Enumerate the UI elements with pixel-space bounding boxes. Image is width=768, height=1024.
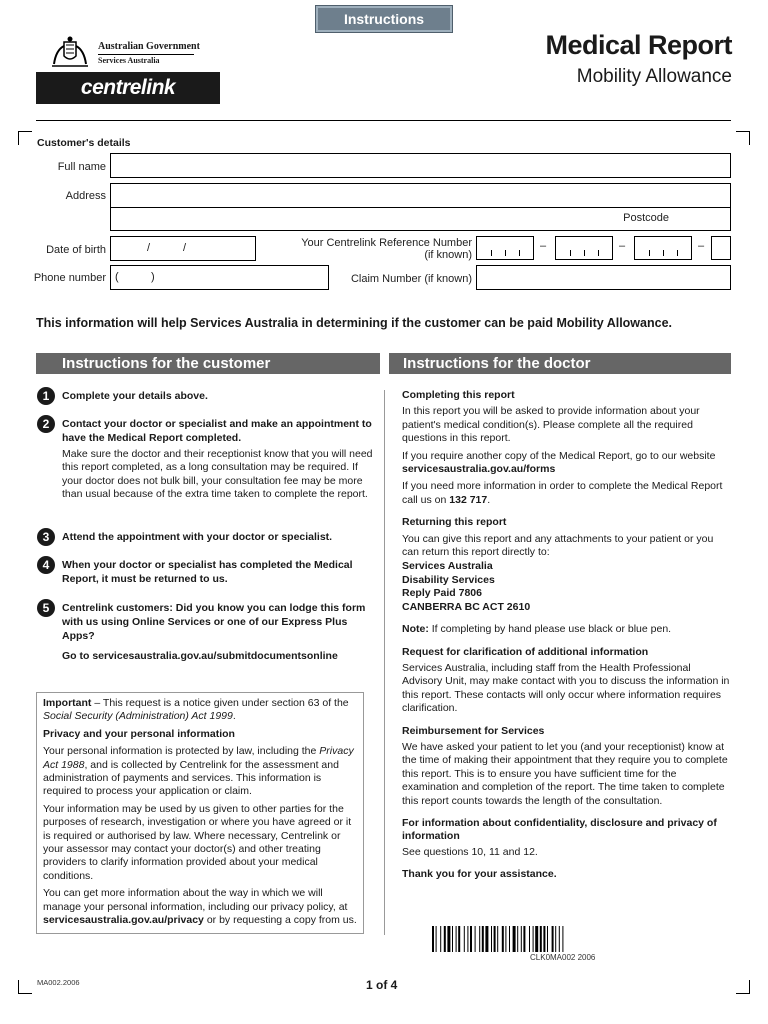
instructions-tab[interactable]: Instructions — [316, 6, 452, 32]
confidentiality-heading: For information about confidentiality, disclosure and privacy of information — [402, 816, 717, 843]
form-code: MA002.2006 — [37, 978, 80, 987]
barcode-text: CLK0MA002 2006 — [530, 953, 596, 962]
agency-name: Services Australia — [98, 56, 160, 65]
ref-dash: – — [619, 240, 626, 252]
government-name: Australian Government — [98, 41, 200, 52]
page-subtitle: Mobility Allowance — [576, 66, 732, 87]
header-divider — [36, 120, 731, 121]
gov-rule — [98, 54, 194, 55]
crop-mark — [736, 131, 750, 145]
step-number-2: 2 — [37, 415, 55, 433]
phone-number[interactable]: 132 717 — [449, 493, 488, 506]
step-1-text: Complete your details above. — [62, 390, 208, 402]
reimbursement-heading: Reimbursement for Services — [402, 724, 545, 737]
privacy-p3a: You can get more information about the way in which we will manage your personal information, including our privacy policy, at — [43, 887, 348, 913]
doctor-column — [402, 389, 732, 882]
clarification-heading: Request for clarification of additional information — [402, 645, 649, 658]
phone-label: Phone number — [33, 272, 106, 284]
postcode-label: Postcode — [623, 212, 669, 224]
privacy-p1a: Your personal information is protected by law, including the — [43, 745, 320, 758]
privacy-heading: Privacy and your personal information — [43, 727, 235, 740]
note-text: If completing by hand please use black or blue pen. — [428, 623, 672, 636]
address-field[interactable] — [110, 183, 731, 231]
privacy-p2: Your information may be used by us given to other parties for the purposes of research, investigation or where you have agreed or it is required or authorised by law. Where necessary, Centrelink or your assessor may contact your doctor(s) and other treating providers to clarify information provided about your medical conditions. — [43, 802, 352, 882]
important-lead: Important — [43, 697, 92, 709]
important-notice-box — [36, 692, 364, 934]
claim-number-label: Claim Number (if known) — [350, 273, 472, 285]
ref-number-box-3[interactable] — [634, 236, 692, 260]
privacy-p1b: , and is collected by Centrelink for the assessment and administration of payments and services. This information is required to process your application or claim. — [43, 758, 339, 798]
privacy-act-name: Privacy Act 1988 — [43, 745, 354, 771]
act-name: Social Security (Administration) Act 1999 — [43, 710, 233, 723]
dob-separator: / — [147, 242, 151, 254]
dob-separator: / — [183, 242, 187, 254]
returning-p1: You can give this report and any attachments to your patient or you can return this report directly to: — [402, 532, 714, 559]
page-title: Medical Report — [545, 30, 732, 60]
centrelink-logo: centrelink — [36, 72, 220, 104]
clarification-p: Services Australia, including staff from the Health Professional Advisory Unit, may make contact with you to discuss the information in this report. These contacts will only occur where information requires clarification. — [402, 661, 730, 715]
crop-mark — [18, 131, 32, 145]
crop-mark — [18, 980, 32, 994]
step-3-text: Attend the appointment with your doctor or specialist. — [62, 531, 333, 543]
customer-details-heading: Customer's details — [37, 137, 131, 149]
confidentiality-p: See questions 10, 11 and 12. — [402, 845, 538, 858]
completing-heading: Completing this report — [402, 389, 515, 401]
claim-number-field[interactable] — [476, 265, 731, 290]
barcode-icon — [432, 926, 702, 952]
completing-p3-end: . — [487, 493, 491, 506]
phone-paren-close: ) — [151, 271, 155, 283]
ref-number-box-4[interactable] — [711, 236, 731, 260]
step-2-text: Contact your doctor or specialist and make an appointment to have the Medical Report completed. — [62, 418, 372, 444]
ref-dash: – — [540, 240, 547, 252]
column-divider — [384, 390, 385, 935]
crop-mark — [736, 980, 750, 994]
page-number: 1 of 4 — [366, 978, 398, 992]
thanks-text: Thank you for your assistance. — [402, 868, 557, 881]
coat-of-arms-icon — [48, 36, 92, 68]
step-4-text: When your doctor or specialist has completed the Medical Report, it must be returned to us. — [62, 559, 353, 585]
completing-p1: In this report you will be asked to provide information about your patient's medical condition(s). Please complete all the required questions in this report. — [402, 405, 700, 445]
completing-p3: If you need more information in order to complete the Medical Report call us on — [402, 480, 723, 506]
important-end: . — [232, 710, 236, 723]
step-5-text: Centrelink customers: Did you know you can lodge this form with us using Online Services or one of our Express Plus Apps? — [62, 602, 366, 642]
ref-number-label: Your Centrelink Reference Number (if known) — [301, 237, 472, 261]
phone-paren-open: ( — [115, 271, 119, 283]
step-2-note: Make sure the doctor and their receptionist know that you will need this report completed, as a long consultation may be required. If your doctor does not bulk bill, your consultation fee may be more than usual because of the extra time taken to complete the report. — [62, 448, 373, 501]
intro-statement: This information will help Services Australia in determining if the customer can be paid Mobility Allowance. — [36, 316, 672, 330]
online-services-link[interactable]: Go to servicesaustralia.gov.au/submitdocumentsonline — [62, 650, 338, 662]
address-label: Address — [65, 190, 106, 202]
full-name-field[interactable] — [110, 153, 731, 178]
step-number-4: 4 — [37, 556, 55, 574]
privacy-link[interactable]: servicesaustralia.gov.au/privacy — [43, 914, 204, 927]
privacy-p3b: or by requesting a copy from us. — [203, 914, 357, 927]
dob-field[interactable] — [110, 236, 256, 261]
full-name-label: Full name — [57, 161, 106, 173]
forms-link[interactable]: servicesaustralia.gov.au/forms — [402, 463, 556, 476]
ref-dash: – — [698, 240, 705, 252]
phone-field[interactable] — [110, 265, 329, 290]
ref-number-box-1[interactable] — [476, 236, 534, 260]
step-number-1: 1 — [37, 387, 55, 405]
important-text: – This request is a notice given under section 63 of the — [91, 697, 349, 709]
ref-number-box-2[interactable] — [555, 236, 613, 260]
customer-instructions-bar: Instructions for the customer — [36, 353, 380, 374]
note-lead: Note: — [402, 623, 429, 636]
reimbursement-p: We have asked your patient to let you (and your receptionist) know at the time of making their appointment that they require you to complete this report. This is to ensure you have sufficient time for the examination and completion of the report. The time taken to complete this report counts towards the length of the consultation. — [402, 740, 728, 807]
completing-p2: If you require another copy of the Medical Report, go to our website — [402, 449, 716, 462]
step-number-3: 3 — [37, 528, 55, 546]
step-number-5: 5 — [37, 599, 55, 617]
return-address: Services Australia Disability Services Reply Paid 7806 CANBERRA BC ACT 2610 — [402, 560, 531, 613]
dob-label: Date of birth — [46, 244, 106, 256]
returning-heading: Returning this report — [402, 516, 507, 529]
doctor-instructions-bar: Instructions for the doctor — [389, 353, 731, 374]
